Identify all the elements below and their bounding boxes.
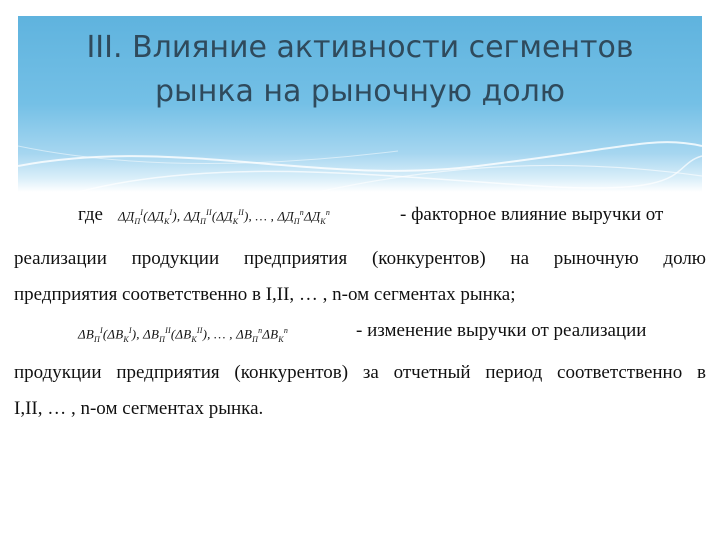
p1-line-3: предприятия соответственно в I,II, … , n-ом сегментах рынка; xyxy=(14,284,516,305)
p2-line-3: I,II, … , n-ом сегментах рынка. xyxy=(14,398,264,419)
p2-text-start: - изменение выручки от реализации xyxy=(356,320,647,341)
p1-formula: $\Delta Д_П^I(\Delta Д_К^I)$, $\Delta Д_П^{II}(\Delta Д_К^{II})$, … , $\Delta Д_П^n\Delta Д_К^n$ xyxy=(118,208,331,226)
p2-formula: $\Delta В_П^I(\Delta В_К^I)$, $\Delta В_П^{II}(\Delta В_К^{II})$, … , $\Delta В_П^n\Delta В_К^n$ xyxy=(78,326,289,344)
title-line-2: рынка на рыночную долю xyxy=(154,74,566,109)
p1-text-start: - факторное влияние выручки от xyxy=(400,204,664,225)
p1-lead: где xyxy=(78,204,103,225)
title-line-1: III. Влияние активности сегментов xyxy=(86,30,634,65)
p1-line-2: реализации продукции предприятия (конкурентов) на рыночную долю xyxy=(14,248,706,269)
p2-line-2: продукции предприятия (конкурентов) за отчетный период соответственно в xyxy=(14,362,706,383)
